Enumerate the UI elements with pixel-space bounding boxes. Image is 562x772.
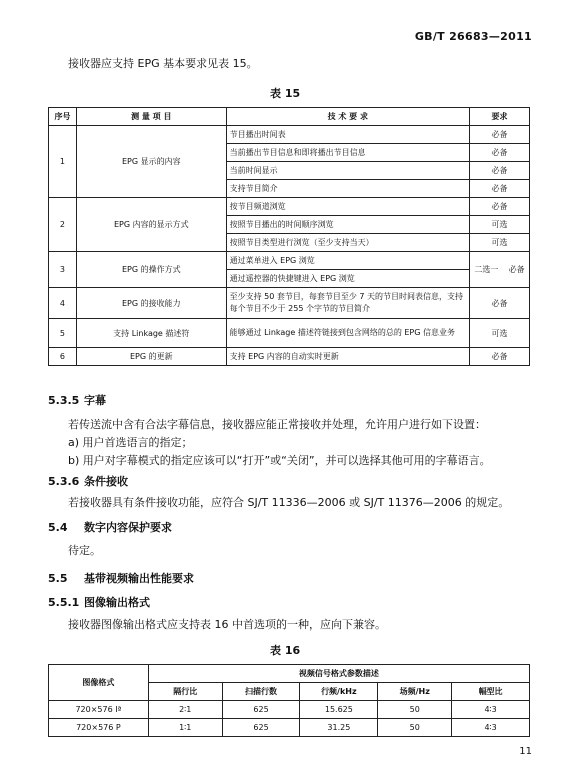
section-535-heading	[48, 392, 106, 408]
table-cell: 15.625	[300, 701, 378, 719]
col-header: 隔行比	[148, 683, 222, 701]
section-title: 基带视频输出性能要求	[84, 572, 194, 585]
table15-caption: 表 15	[270, 87, 301, 100]
section-55-heading	[48, 570, 194, 586]
requirement-level: 二选一 必备	[469, 252, 529, 288]
section-536-body: 若接收器具有条件接收功能，应符合 SJ/T 11336—2006 或 SJ/T 11376—2006 的规定。	[68, 496, 510, 509]
table-cell: 50	[378, 701, 452, 719]
section-54-body: 待定。	[68, 544, 101, 557]
section-536-heading	[48, 473, 128, 489]
col-header: 场频/Hz	[378, 683, 452, 701]
requirement-level: 可选	[469, 319, 529, 348]
table-cell: 2∶1	[148, 701, 222, 719]
col-header: 扫描行数	[222, 683, 300, 701]
requirement-text: 当前播出节目信息和即将播出节目信息	[226, 144, 469, 162]
row-item: EPG 内容的显示方式	[76, 198, 226, 252]
section-number: 5.5.1	[48, 596, 80, 609]
section-54-heading	[48, 519, 172, 535]
page-number: 11	[519, 746, 532, 757]
col-header-level: 要求	[469, 108, 529, 126]
row-item: 支持 Linkage 描述符	[76, 319, 226, 348]
list-item: b) 用户对字幕模式的指定应该可以“打开”或“关闭”，并可以选择其他可用的字幕语言。	[68, 454, 491, 467]
row-item: EPG 的操作方式	[76, 252, 226, 288]
row-number: 4	[49, 288, 77, 319]
section-535-body: 若传送流中含有合法字幕信息，接收器应能正常接收并处理，允许用户进行如下设置：	[68, 418, 486, 431]
table-cell: 50	[378, 719, 452, 737]
table-row	[49, 252, 530, 270]
table-cell: 720×576 Iª	[49, 701, 149, 719]
col-header: 行频/kHz	[300, 683, 378, 701]
section-number: 5.5	[48, 572, 68, 585]
intro-text: 接收器应支持 EPG 基本要求见表 15。	[68, 57, 258, 70]
table-16	[48, 664, 530, 737]
requirement-text: 按节目频道浏览	[226, 198, 469, 216]
table-row	[49, 719, 530, 737]
section-number: 5.3.5	[48, 394, 80, 407]
requirement-text: 通过菜单进入 EPG 浏览	[226, 252, 469, 270]
requirement-text: 能够通过 Linkage 描述符链接到包含网络的总的 EPG 信息业务	[226, 319, 469, 348]
table-15	[48, 107, 530, 366]
table-row	[49, 198, 530, 216]
section-title: 条件接收	[84, 475, 128, 488]
standard-id: GB/T 26683—2011	[414, 30, 532, 43]
row-number: 6	[49, 348, 77, 366]
section-title: 图像输出格式	[84, 596, 150, 609]
row-number: 2	[49, 198, 77, 252]
requirement-level: 必备	[469, 348, 529, 366]
col-header-format: 图像格式	[49, 665, 149, 701]
table-cell: 4∶3	[452, 701, 530, 719]
requirement-level: 必备	[469, 144, 529, 162]
col-header-no: 序号	[49, 108, 77, 126]
col-header-item: 测 量 项 目	[76, 108, 226, 126]
requirement-text: 节目播出时间表	[226, 126, 469, 144]
table-cell: 1∶1	[148, 719, 222, 737]
row-number: 3	[49, 252, 77, 288]
table-header-row	[49, 665, 530, 683]
section-title: 字幕	[84, 394, 106, 407]
section-title: 数字内容保护要求	[84, 521, 172, 534]
table-cell: 625	[222, 719, 300, 737]
table-cell: 31.25	[300, 719, 378, 737]
requirement-text: 按照节目类型进行浏览（至少支持当天）	[226, 234, 469, 252]
table-cell: 4∶3	[452, 719, 530, 737]
requirement-level: 必备	[469, 180, 529, 198]
section-551-body: 接收器图像输出格式应支持表 16 中首选项的一种，应向下兼容。	[68, 618, 386, 631]
table-cell: 625	[222, 701, 300, 719]
list-item: a) 用户首选语言的指定；	[68, 436, 193, 449]
requirement-level: 必备	[469, 288, 529, 319]
table16-caption: 表 16	[270, 644, 301, 657]
table-row	[49, 701, 530, 719]
requirement-text: 按照节目播出的时间顺序浏览	[226, 216, 469, 234]
requirement-text: 支持 EPG 内容的自动实时更新	[226, 348, 469, 366]
row-number: 5	[49, 319, 77, 348]
row-item: EPG 的更新	[76, 348, 226, 366]
row-item: EPG 的接收能力	[76, 288, 226, 319]
requirement-text: 至少支持 50 套节目，每套节目至少 7 天的节目时间表信息，支持每个节目不少于 255 个字节的节目简介	[226, 288, 469, 319]
table-cell: 720×576 P	[49, 719, 149, 737]
table-row	[49, 288, 530, 319]
section-551-heading	[48, 594, 150, 610]
section-number: 5.4	[48, 521, 68, 534]
group-header: 视频信号格式参数描述	[148, 665, 529, 683]
table-header-row	[49, 108, 530, 126]
requirement-level: 必备	[469, 162, 529, 180]
table-row	[49, 348, 530, 366]
col-header: 幅型比	[452, 683, 530, 701]
table-row	[49, 319, 530, 348]
table-row	[49, 126, 530, 144]
requirement-level: 可选	[469, 216, 529, 234]
section-number: 5.3.6	[48, 475, 80, 488]
requirement-text: 当前时间显示	[226, 162, 469, 180]
row-item: EPG 显示的内容	[76, 126, 226, 198]
requirement-level: 可选	[469, 234, 529, 252]
requirement-level: 必备	[469, 198, 529, 216]
col-header-requirement: 技 术 要 求	[226, 108, 469, 126]
row-number: 1	[49, 126, 77, 198]
requirement-level: 必备	[469, 126, 529, 144]
requirement-text: 通过遥控器的快捷键进入 EPG 浏览	[226, 270, 469, 288]
requirement-text: 支持节目简介	[226, 180, 469, 198]
